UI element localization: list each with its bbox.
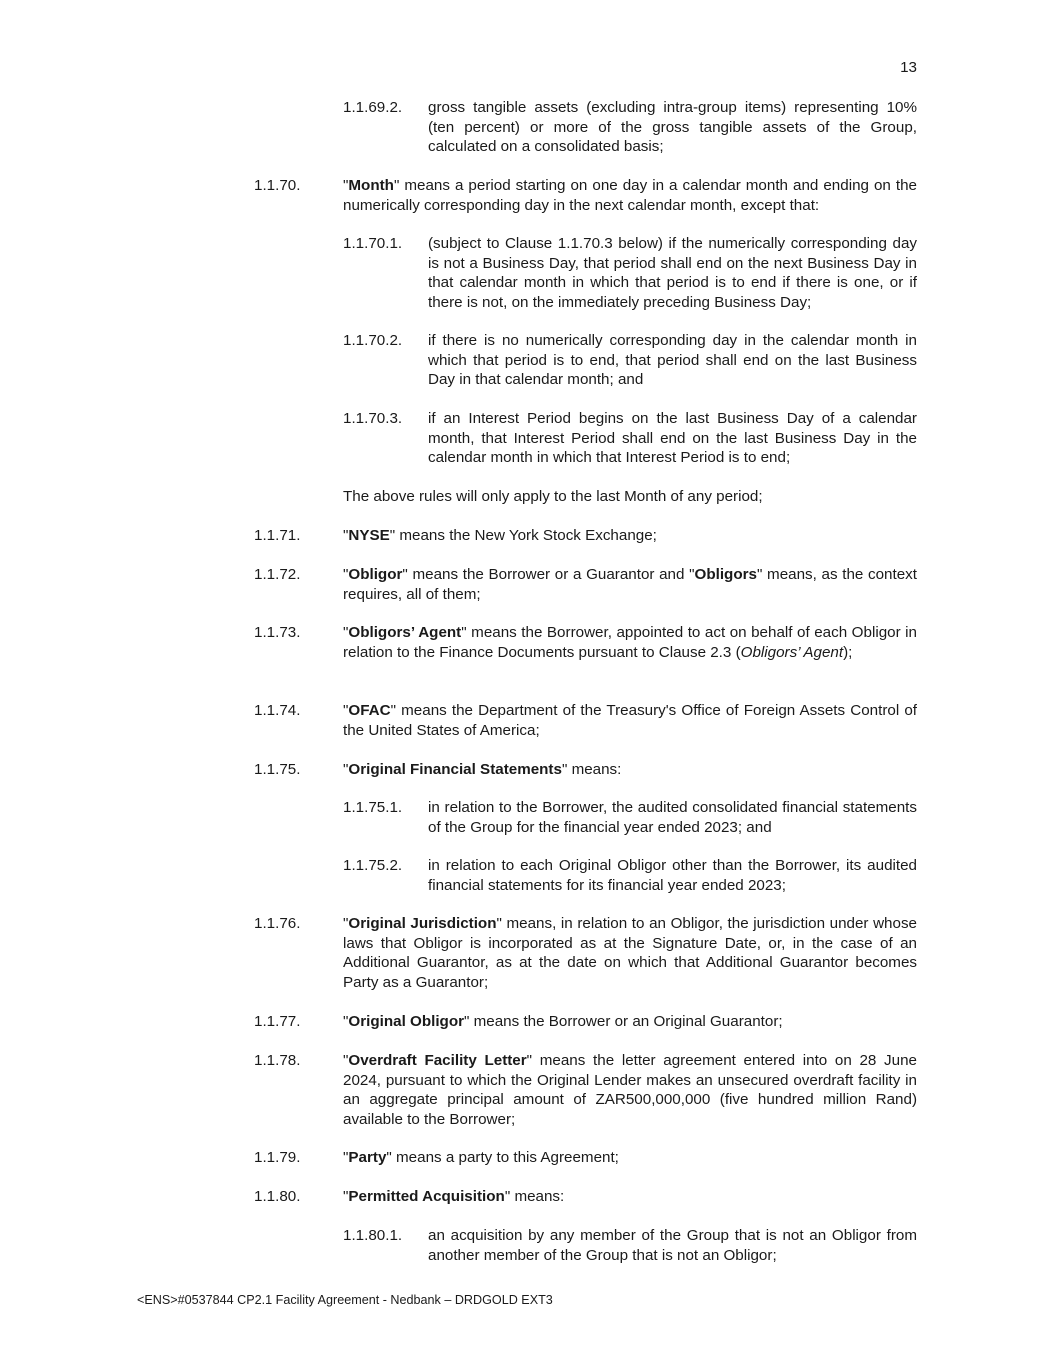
defined-term: Party (348, 1149, 387, 1166)
clause-number: 1.1.73. (254, 624, 301, 641)
definition-overdraft-facility-letter: "Overdraft Facility Letter" means the letter agreement entered into on 28 June 2024, pursuant to which the Original Lender makes an unsecured overdraft facility in an aggregate principal amount of ZAR500,000,000 (five hundred million Rand) available to the Borrower; (343, 1052, 917, 1128)
definition-text: means the letter agreement entered into on 28 June 2024, pursuant to which the Original Lender makes an unsecured overdraft facility in an aggregate principal amount of ZAR500,000,000 (five hundred million Rand) available to the Borrower; (343, 1052, 917, 1128)
defined-term: Obligors (694, 566, 757, 583)
definition-text: ); (843, 643, 853, 661)
definition-month: "Month" means a period starting on one day in a calendar month and ending on the numerically corresponding day in the next calendar month, except that: (343, 177, 917, 214)
defined-term: Overdraft Facility Letter (348, 1052, 527, 1069)
defined-term: Permitted Acquisition (348, 1188, 505, 1205)
clause-number: 1.1.70. (254, 177, 301, 194)
definition-text: means a party to this Agreement; (391, 1149, 619, 1166)
clause-number: 1.1.76. (254, 915, 301, 932)
clause-number: 1.1.75.1. (343, 799, 403, 816)
clause-text: (subject to Clause 1.1.70.3 below) if the numerically corresponding day is not a Business Day, that period shall end on the next Business Day in that calendar month in which that period is to end if there is one, or if there is not, on the immediately preceding Business Day; (428, 235, 917, 311)
definition-text: means the Borrower or an Original Guarantor; (469, 1013, 783, 1030)
definition-original-financial-statements: "Original Financial Statements" means: (343, 761, 622, 778)
clause-number: 1.1.70.2. (343, 332, 403, 349)
clause-number: 1.1.71. (254, 527, 301, 544)
definition-text: means, in relation to an Obligor, the jurisdiction under whose laws that Obligor is incorporated as at the Signature Date, or, in the case of an Additional Guarantor, as at the date on which that Additional Guarantor becomes Party as a Guarantor; (343, 915, 917, 991)
definition-text: means, as the context requires, all of them; (343, 566, 917, 603)
clause-text: if there is no numerically corresponding day in the calendar month in which that period is to end, that period shall end on the last Business Day in that calendar month; and (428, 332, 917, 388)
definition-ofac: "OFAC" means the Department of the Treasury's Office of Foreign Assets Control of the United States of America; (343, 702, 917, 739)
clause-number: 1.1.80. (254, 1188, 301, 1205)
clause-text: an acquisition by any member of the Group that is not an Obligor from another member of the Group that is not an Obligor; (428, 1227, 917, 1264)
defined-term: Obligors’ Agent (348, 624, 462, 641)
defined-term: Original Jurisdiction (348, 915, 497, 932)
document-footer: <ENS>#0537844 CP2.1 Facility Agreement - Nedbank – DRDGOLD EXT3 (137, 1293, 553, 1307)
clause-text: if an Interest Period begins on the last Business Day of a calendar month, that Interest Period shall end on the last Business Day in the calendar month in which that Interest Period is to end; (428, 410, 917, 466)
definition-text: means: (510, 1188, 565, 1205)
definition-permitted-acquisition: "Permitted Acquisition" means: (343, 1188, 565, 1205)
defined-term: NYSE (348, 527, 390, 544)
clause-number: 1.1.74. (254, 702, 301, 719)
clause-number: 1.1.75. (254, 761, 301, 778)
clause-text: in relation to each Original Obligor other than the Borrower, its audited financial statements for its financial year ended 2023; (428, 857, 917, 894)
definition-obligors-agent: "Obligors’ Agent" means the Borrower, appointed to act on behalf of each Obligor in relation to the Finance Documents pursuant to Clause 2.3 (Obligors’ Agent); (343, 624, 917, 661)
definition-text: means the Department of the Treasury's Office of Foreign Assets Control of the United States of America; (343, 702, 917, 739)
clause-number: 1.1.70.3. (343, 410, 403, 427)
clause-number: 1.1.70.1. (343, 235, 403, 252)
definition-text: means a period starting on one day in a calendar month and ending on the numerically corresponding day in the next calendar month, except that: (343, 177, 917, 214)
definition-original-jurisdiction: "Original Jurisdiction" means, in relation to an Obligor, the jurisdiction under whose laws that Obligor is incorporated as at the Signature Date, or, in the case of an Additional Guarantor, as at the date on which that Additional Guarantor becomes Party as a Guarantor; (343, 915, 917, 991)
page-number: 13 (900, 59, 917, 76)
definition-text: means the Borrower or a Guarantor and (407, 566, 690, 583)
definition-text: means the Borrower, appointed to act on behalf of each Obligor in relation to the Finance Documents pursuant to Clause 2.3 ( (343, 624, 917, 661)
clause-number: 1.1.77. (254, 1013, 301, 1030)
clause-text: The above rules will only apply to the last Month of any period; (343, 488, 763, 505)
defined-term: Original Financial Statements (348, 761, 562, 778)
clause-number: 1.1.75.2. (343, 857, 403, 874)
clause-number: 1.1.69.2. (343, 99, 403, 116)
clause-number: 1.1.78. (254, 1052, 301, 1069)
definition-obligor: "Obligor" means the Borrower or a Guarantor and "Obligors" means, as the context requires, all of them; (343, 566, 917, 603)
definition-party: "Party" means a party to this Agreement; (343, 1149, 619, 1166)
clause-number: 1.1.72. (254, 566, 301, 583)
clause-text: gross tangible assets (excluding intra-group items) representing 10% (ten percent) or more of the gross tangible assets of the Group, calculated on a consolidated basis; (428, 99, 917, 155)
definition-text: means the New York Stock Exchange; (395, 527, 657, 544)
clause-number: 1.1.79. (254, 1149, 301, 1166)
clause-text: in relation to the Borrower, the audited consolidated financial statements of the Group for the financial year ended 2023; and (428, 799, 917, 836)
clause-number: 1.1.80.1. (343, 1227, 403, 1244)
defined-term: Obligor (348, 566, 403, 583)
defined-term: OFAC (348, 702, 391, 719)
defined-term: Original Obligor (348, 1013, 465, 1030)
clause-reference: Obligors’ Agent (740, 643, 844, 661)
definition-text: means: (567, 761, 622, 778)
defined-term: Month (348, 177, 394, 194)
definition-nyse: "NYSE" means the New York Stock Exchange; (343, 527, 657, 544)
definition-original-obligor: "Original Obligor" means the Borrower or an Original Guarantor; (343, 1013, 783, 1030)
